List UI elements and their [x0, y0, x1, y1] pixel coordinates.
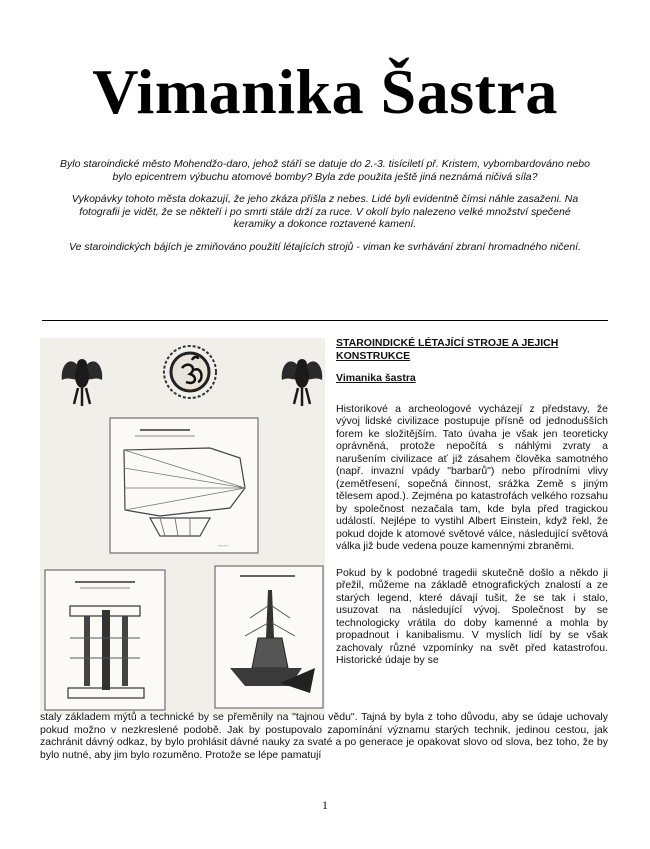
vimana-spire-drawing	[215, 566, 323, 708]
svg-text:~~~: ~~~	[218, 544, 228, 550]
page-number: 1	[322, 798, 328, 812]
article-continuation: staly základem mýtů a technické by se přeměnily na "tajnou vědu". Tajná by byla z toho důvodu, aby se údaje uchovaly pokud možno v nezkreslené podobě. Jak by postupovalo zapomínání významu starých technik, jedinou cestou, jak zachránit dávný odkaz, by bylo prohlásit dávné nauky za svaté a po generace je opakovat slovo od slova, bez toho, že by bylo nutné, aby jim bylo rozuměno. Protože se lépe pamatují	[40, 711, 608, 761]
article-paragraph: Pokud by k podobné tragedii skutečně došlo a někdo ji přežil, můžeme na základě etnografických znalostí a ze starých legend, které dávají tušit, že se tak i stalo, usuzovat na následující vývoj. Společnost by se technologicky vrátila do doby kamenné a mohla by propadnout i kanibalismu. V myslích lidí by se však zachovaly různé vzpomínky na svět před katastrofou. Historické údaje by se	[336, 566, 608, 666]
horizontal-rule	[42, 320, 608, 321]
winged-demon-icon	[62, 359, 103, 406]
intro-paragraph: Vykopávky tohoto města dokazují, že jeho zkáza přišla z nebes. Lidé byli evidentně čímsi náhle zasaženi. Na fotografii je vidět, že se někteří i po smrti stále drží za ruce. V okolí bylo nalezeno velké množství spečené keramiky a dokonce roztavené kamení.	[71, 193, 579, 230]
vimana-blueprint-drawing	[110, 418, 258, 553]
intro-paragraph: Bylo staroindické město Mohendžo-daro, jehož stáří se datuje do 2.-3. tisíciletí př. Kristem, vybombardováno nebo bylo epicentrem výbuchu atomové bomby? Byla zde použita ještě jiná neznámá ničivá síla?	[60, 158, 590, 183]
vimana-illustrations-figure	[40, 338, 325, 715]
vimana-tower-drawing	[45, 570, 165, 710]
intro-block	[60, 158, 590, 263]
article-paragraph: Historikové a archeologové vycházejí z představy, že vývoj lidské civilizace postupuje přísně od jednodušších forem ke složitějším. Tato úvaha je však jen teoreticky oprávněná, protože nepočítá s náhlými zvraty a narušením civilizace ať již zásahem člověka samotného (např. invazní vpády "barbarů") nebo přírodními vlivy (zemětřesení, sopečná činnost, srážka Země s jiným tělesem apod.). Zejména po katastrofách velkého rozsahu by společnost nezačala tam, kde byla před tragickou událostí. Nejlépe to vystihl Albert Einstein, když řekl, že pokud dojde k atomové světové válce, následující světová válka již bude vedena pouze kamennými zbraněmi.	[336, 402, 608, 552]
intro-paragraph: Ve staroindických bájích je zmiňováno použití létajících strojů - viman ke svrhávání zbraní hromadného ničení.	[68, 240, 582, 253]
winged-demon-icon	[282, 359, 323, 406]
om-emblem-icon	[164, 346, 216, 398]
article-heading: STAROINDICKÉ LÉTAJÍCÍ STROJE A JEJICH KONSTRUKCE	[336, 337, 559, 362]
document-title: Vimanika Šastra	[92, 56, 558, 127]
article-subheading: Vimanika šastra	[336, 372, 416, 384]
article-column	[336, 337, 608, 681]
